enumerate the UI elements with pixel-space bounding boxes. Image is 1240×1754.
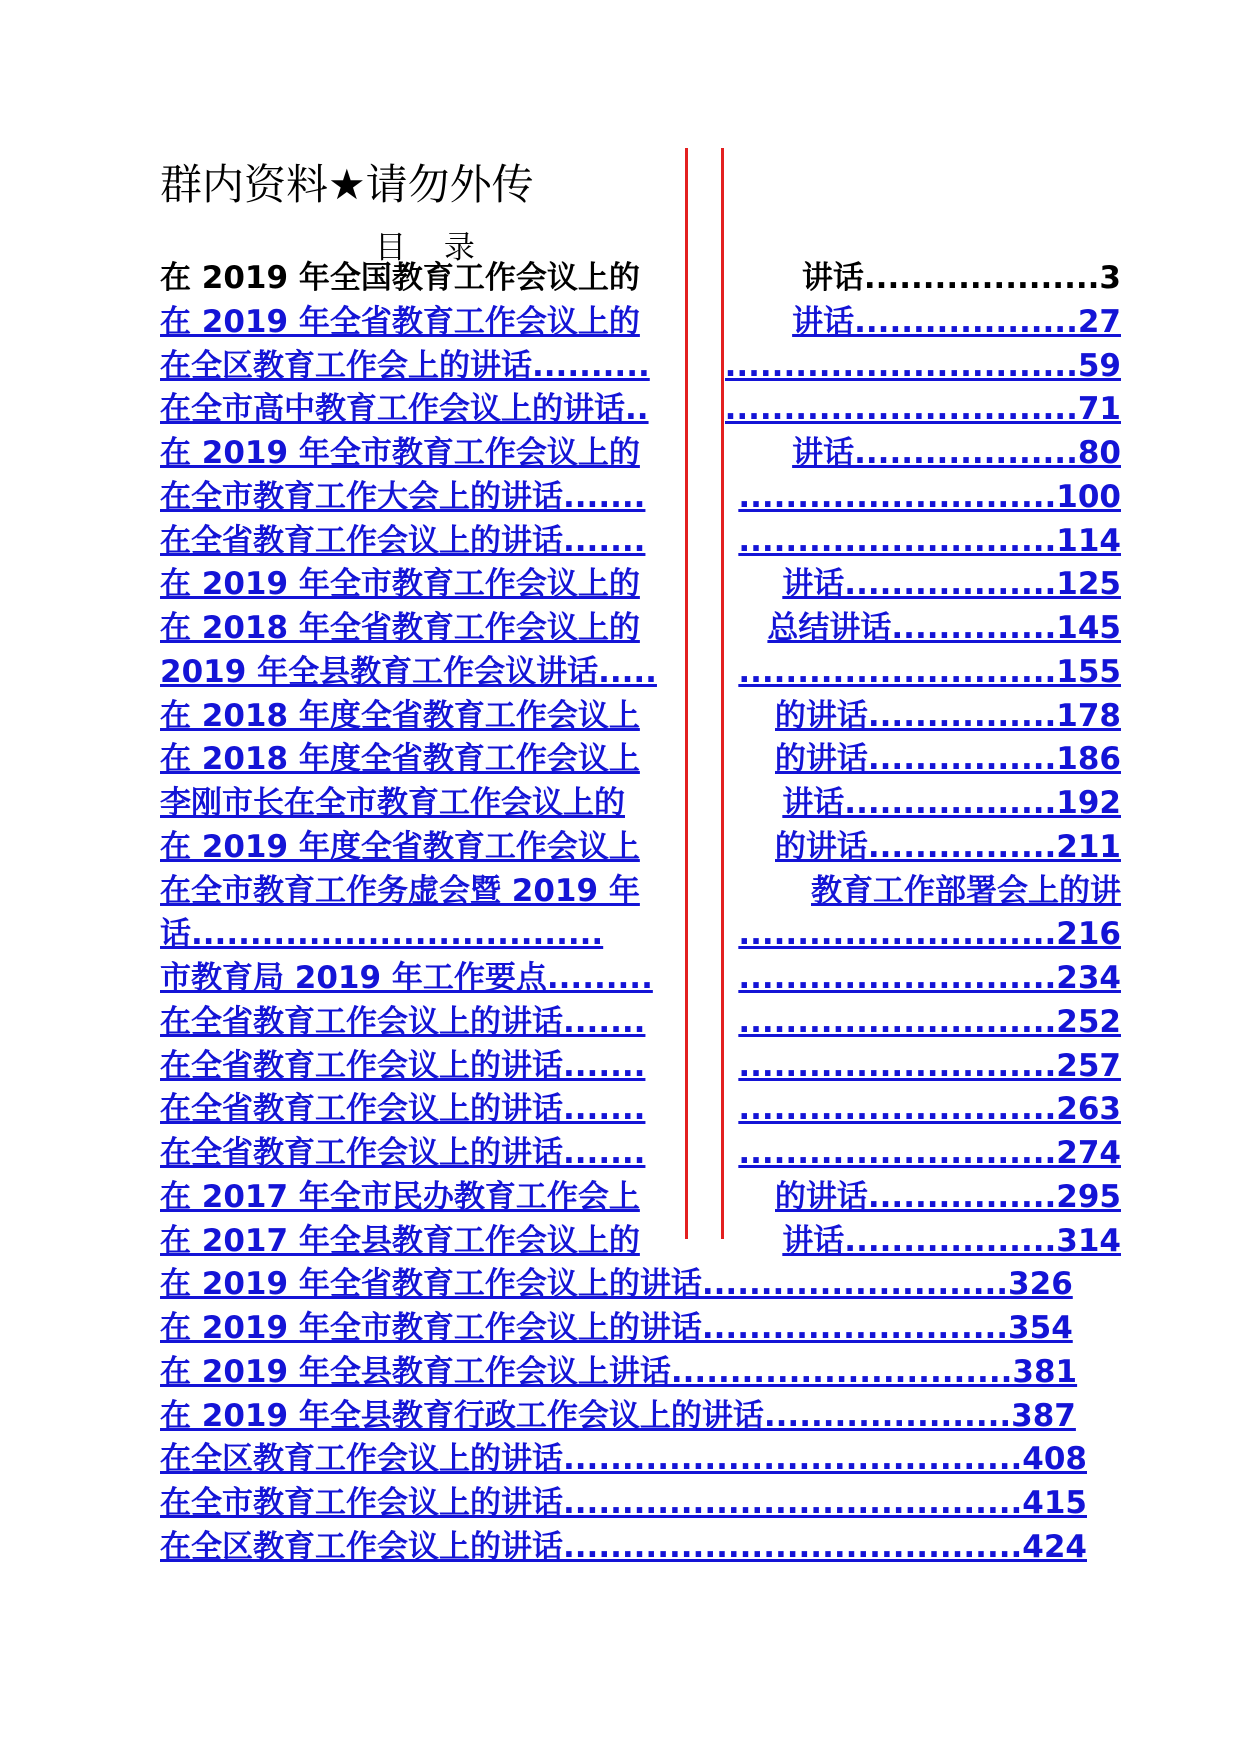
- toc-entry[interactable]: 在全区教育工作会议上的讲话.......................................424: [160, 1529, 1087, 1565]
- toc-entry-left[interactable]: 2019 年全县教育工作会议讲话.....: [160, 654, 657, 690]
- toc-entry-right[interactable]: ...........................252: [738, 1004, 1121, 1040]
- toc-entry-left[interactable]: 在 2019 年全省教育工作会议上的: [160, 304, 640, 340]
- toc-entry-left[interactable]: 在全市教育工作大会上的讲话.......: [160, 479, 646, 515]
- toc-entry[interactable]: 在全市教育工作会议上的讲话.......................................415: [160, 1485, 1087, 1521]
- toc-entry-right[interactable]: ..............................71: [724, 391, 1121, 427]
- toc-entry-right[interactable]: 总结讲话..............145: [767, 610, 1121, 646]
- toc-entry-left[interactable]: 在 2018 年全省教育工作会议上的: [160, 610, 640, 646]
- toc-entry-left[interactable]: 话...................................: [160, 916, 604, 952]
- toc-entry-left: 在 2019 年全国教育工作会议上的: [160, 260, 640, 296]
- toc-entry-right[interactable]: 讲话..................125: [782, 566, 1121, 602]
- toc-entry-right: 讲话....................3: [801, 260, 1121, 296]
- toc-entry-right[interactable]: 讲话...................27: [792, 304, 1121, 340]
- toc-entry-right[interactable]: ...........................114: [738, 523, 1121, 559]
- toc-entry-right[interactable]: 讲话..................314: [782, 1223, 1121, 1259]
- toc-entry-right[interactable]: ...........................274: [738, 1135, 1121, 1171]
- toc-entry[interactable]: 在 2019 年全省教育工作会议上的讲话..........................326: [160, 1266, 1073, 1302]
- toc-entry-right[interactable]: 讲话...................80: [792, 435, 1121, 471]
- toc-entry-left[interactable]: 在 2019 年度全省教育工作会议上: [160, 829, 640, 865]
- toc-entry-left[interactable]: 在 2019 年全市教育工作会议上的: [160, 566, 640, 602]
- toc-entry-left[interactable]: 在 2017 年全市民办教育工作会上: [160, 1179, 640, 1215]
- toc-entry-left[interactable]: 市教育局 2019 年工作要点.........: [160, 960, 653, 996]
- toc-entry-right[interactable]: ..............................59: [724, 348, 1121, 384]
- toc-entry-left[interactable]: 李刚市长在全市教育工作会议上的: [160, 785, 625, 821]
- toc-entry-left[interactable]: 在 2017 年全县教育工作会议上的: [160, 1223, 640, 1259]
- toc-entry[interactable]: 在 2019 年全县教育行政工作会议上的讲话.....................387: [160, 1398, 1076, 1434]
- toc-entry-left[interactable]: 在全市高中教育工作会议上的讲话..: [160, 391, 649, 427]
- toc-entry-right[interactable]: ...........................257: [738, 1048, 1121, 1084]
- toc-entry-right[interactable]: ...........................100: [738, 479, 1121, 515]
- toc-entry[interactable]: 在 2019 年全市教育工作会议上的讲话..........................354: [160, 1310, 1073, 1346]
- toc-entry-right[interactable]: 的讲话................186: [774, 741, 1121, 777]
- toc-entry-left[interactable]: 在全省教育工作会议上的讲话.......: [160, 1135, 646, 1171]
- red-divider-line-right: [721, 148, 724, 1239]
- toc-entry-left[interactable]: 在 2019 年全市教育工作会议上的: [160, 435, 640, 471]
- toc-entry[interactable]: 在全区教育工作会议上的讲话.......................................408: [160, 1441, 1087, 1477]
- toc-entry-right[interactable]: ...........................216: [738, 916, 1121, 952]
- toc-entry[interactable]: 在 2019 年全县教育工作会议上讲话.............................381: [160, 1354, 1078, 1390]
- toc-title: 目 录: [375, 230, 489, 266]
- toc-entry-left[interactable]: 在全区教育工作会上的讲话..........: [160, 348, 650, 384]
- toc-entry-right[interactable]: 讲话..................192: [782, 785, 1121, 821]
- toc-entry-left[interactable]: 在全省教育工作会议上的讲话.......: [160, 523, 646, 559]
- toc-entry-left[interactable]: 在全省教育工作会议上的讲话.......: [160, 1048, 646, 1084]
- toc-entry-left[interactable]: 在全省教育工作会议上的讲话.......: [160, 1091, 646, 1127]
- red-divider-line-left: [685, 148, 688, 1239]
- toc-entry-right[interactable]: 的讲话................178: [774, 698, 1121, 734]
- toc-entry-right[interactable]: ...........................234: [738, 960, 1121, 996]
- toc-entry-right[interactable]: ...........................155: [738, 654, 1121, 690]
- toc-entry-right[interactable]: ...........................263: [738, 1091, 1121, 1127]
- toc-entry-left[interactable]: 在 2018 年度全省教育工作会议上: [160, 741, 640, 777]
- confidential-header: 群内资料★请勿外传: [160, 160, 534, 209]
- toc-entry-right[interactable]: 的讲话................295: [774, 1179, 1121, 1215]
- toc-entry-left[interactable]: 在全省教育工作会议上的讲话.......: [160, 1004, 646, 1040]
- toc-entry-left[interactable]: 在 2018 年度全省教育工作会议上: [160, 698, 640, 734]
- toc-entry-right[interactable]: 的讲话................211: [774, 829, 1121, 865]
- toc-entry-left[interactable]: 在全市教育工作务虚会暨 2019 年: [160, 873, 640, 909]
- toc-entry-right[interactable]: 教育工作部署会上的讲: [811, 873, 1121, 909]
